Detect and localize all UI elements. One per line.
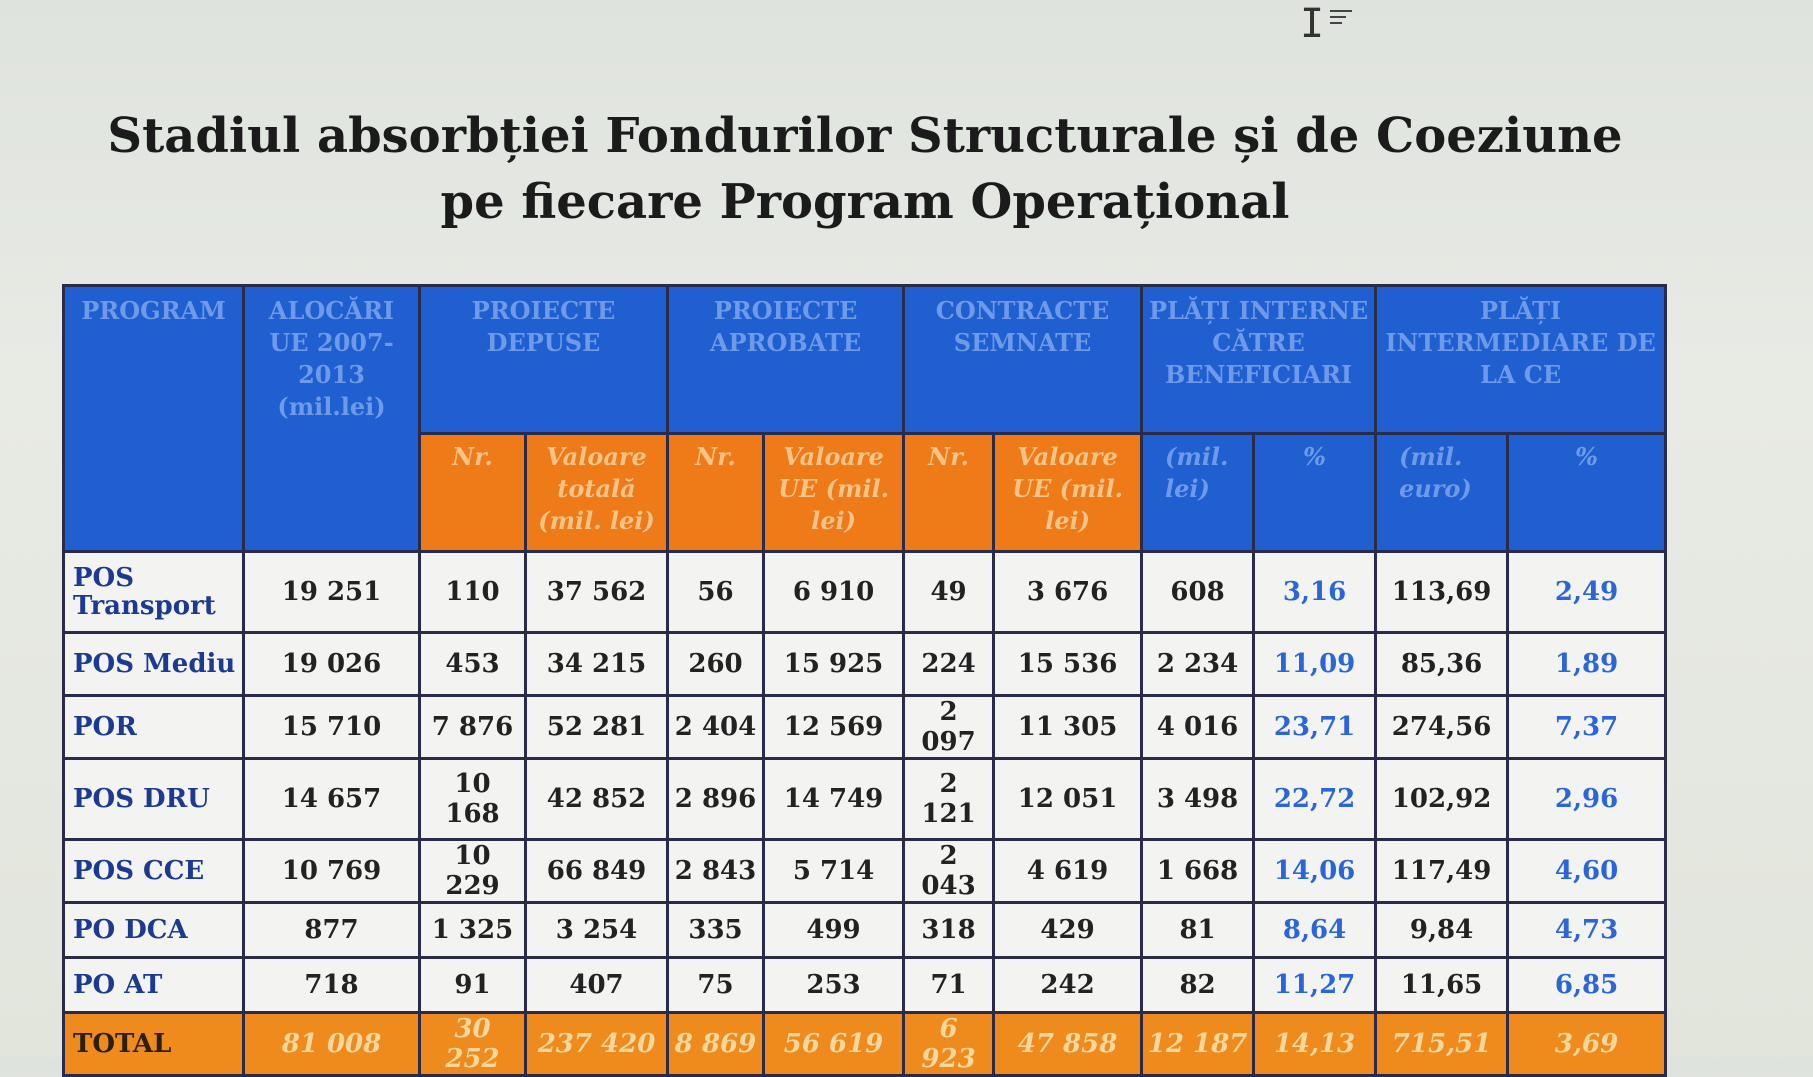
cell-depuse-nr: 1 325 xyxy=(420,903,526,958)
cell-depuse-nr: 10 229 xyxy=(420,840,526,903)
cell-alocari: 14 657 xyxy=(244,759,420,840)
cell-plati-intermediare-pct: 4,73 xyxy=(1508,903,1666,958)
cell-contracte-nr: 71 xyxy=(904,958,994,1013)
table-row xyxy=(64,696,1666,759)
header-proiecte-depuse: PROIECTE DEPUSE xyxy=(420,286,668,434)
cell-program: POS Mediu xyxy=(64,633,244,696)
cell-alocari: 19 251 xyxy=(244,552,420,633)
cell-aprobate-valoare: 15 925 xyxy=(764,633,904,696)
table-row xyxy=(64,958,1666,1013)
cell-plati-interne-pct: 3,16 xyxy=(1254,552,1376,633)
cell-plati-intermediare: 85,36 xyxy=(1376,633,1508,696)
cell-program: POS Transport xyxy=(64,552,244,633)
subheader-depuse-valoare: Valoare totală (mil. lei) xyxy=(526,434,668,552)
cell-program: PO AT xyxy=(64,958,244,1013)
cell-depuse-nr: 91 xyxy=(420,958,526,1013)
cell-plati-interne-pct: 14,06 xyxy=(1254,840,1376,903)
cell-depuse-nr: 10 168 xyxy=(420,759,526,840)
cell-program: POS CCE xyxy=(64,840,244,903)
table-row xyxy=(64,759,1666,840)
cell-plati-intermediare-pct: 1,89 xyxy=(1508,633,1666,696)
page-subtitle: pe fiecare Program Operațional xyxy=(440,174,1290,230)
cell-alocari: 10 769 xyxy=(244,840,420,903)
header-alocari: ALOCĂRI UE 2007-2013 (mil.lei) xyxy=(244,286,420,552)
page-title: Stadiul absorbției Fondurilor Structurale și de Coeziune xyxy=(107,108,1623,164)
subheader-plati-intermediare-mil-euro: (mil. euro) xyxy=(1376,434,1508,552)
header-contracte-semnate: CONTRACTE SEMNATE xyxy=(904,286,1142,434)
cell-plati-intermediare-pct: 2,96 xyxy=(1508,759,1666,840)
total-row xyxy=(64,1013,1666,1076)
header-program: PROGRAM xyxy=(64,286,244,552)
subheader-depuse-nr: Nr. xyxy=(420,434,526,552)
subheader-plati-interne-pct: % xyxy=(1254,434,1376,552)
cell-plati-interne-pct: 8,64 xyxy=(1254,903,1376,958)
cell-depuse-valoare: 37 562 xyxy=(526,552,668,633)
cell-contracte-nr: 2 121 xyxy=(904,759,994,840)
subheader-contracte-nr: Nr. xyxy=(904,434,994,552)
cell-plati-intermediare: 102,92 xyxy=(1376,759,1508,840)
cell-program: POS DRU xyxy=(64,759,244,840)
cell-contracte-nr: 6 923 xyxy=(904,1013,994,1076)
cell-aprobate-nr: 75 xyxy=(668,958,764,1013)
cell-plati-intermediare: 11,65 xyxy=(1376,958,1508,1013)
cell-alocari: 81 008 xyxy=(244,1013,420,1076)
cell-contracte-nr: 2 097 xyxy=(904,696,994,759)
cell-depuse-nr: 7 876 xyxy=(420,696,526,759)
subheader-aprobate-valoare: Valoare UE (mil. lei) xyxy=(764,434,904,552)
cell-plati-interne: 608 xyxy=(1142,552,1254,633)
cell-plati-interne: 82 xyxy=(1142,958,1254,1013)
cell-aprobate-nr: 335 xyxy=(668,903,764,958)
cell-contracte-valoare: 11 305 xyxy=(994,696,1142,759)
cell-alocari: 15 710 xyxy=(244,696,420,759)
subheader-contracte-valoare: Valoare UE (mil. lei) xyxy=(994,434,1142,552)
cell-alocari: 19 026 xyxy=(244,633,420,696)
cell-program: POR xyxy=(64,696,244,759)
cell-plati-intermediare-pct: 6,85 xyxy=(1508,958,1666,1013)
cell-aprobate-nr: 2 896 xyxy=(668,759,764,840)
cell-contracte-valoare: 15 536 xyxy=(994,633,1142,696)
subheader-aprobate-nr: Nr. xyxy=(668,434,764,552)
cell-plati-intermediare: 274,56 xyxy=(1376,696,1508,759)
cell-aprobate-valoare: 6 910 xyxy=(764,552,904,633)
header-plati-interne: PLĂȚI INTERNE CĂTRE BENEFICIARI xyxy=(1142,286,1376,434)
cell-plati-interne: 81 xyxy=(1142,903,1254,958)
cell-contracte-nr: 224 xyxy=(904,633,994,696)
cell-contracte-valoare: 242 xyxy=(994,958,1142,1013)
cell-plati-interne-pct: 23,71 xyxy=(1254,696,1376,759)
cell-plati-intermediare: 117,49 xyxy=(1376,840,1508,903)
cell-depuse-nr: 110 xyxy=(420,552,526,633)
cell-aprobate-nr: 56 xyxy=(668,552,764,633)
cell-plati-interne-pct: 11,27 xyxy=(1254,958,1376,1013)
cell-plati-intermediare-pct: 4,60 xyxy=(1508,840,1666,903)
cell-depuse-valoare: 42 852 xyxy=(526,759,668,840)
cell-contracte-nr: 318 xyxy=(904,903,994,958)
cell-plati-intermediare: 113,69 xyxy=(1376,552,1508,633)
cell-program: PO DCA xyxy=(64,903,244,958)
cell-plati-interne-pct: 11,09 xyxy=(1254,633,1376,696)
cell-depuse-nr: 30 252 xyxy=(420,1013,526,1076)
cell-depuse-nr: 453 xyxy=(420,633,526,696)
cell-plati-intermediare-pct: 2,49 xyxy=(1508,552,1666,633)
cell-aprobate-nr: 2 404 xyxy=(668,696,764,759)
cell-depuse-valoare: 66 849 xyxy=(526,840,668,903)
table-row xyxy=(64,552,1666,633)
cell-depuse-valoare: 407 xyxy=(526,958,668,1013)
cell-plati-intermediare: 9,84 xyxy=(1376,903,1508,958)
cell-plati-interne: 12 187 xyxy=(1142,1013,1254,1076)
cell-plati-interne: 2 234 xyxy=(1142,633,1254,696)
cell-aprobate-valoare: 499 xyxy=(764,903,904,958)
cell-depuse-valoare: 34 215 xyxy=(526,633,668,696)
cell-aprobate-valoare: 12 569 xyxy=(764,696,904,759)
table-row xyxy=(64,840,1666,903)
cell-alocari: 877 xyxy=(244,903,420,958)
cell-contracte-valoare: 12 051 xyxy=(994,759,1142,840)
cell-depuse-valoare: 237 420 xyxy=(526,1013,668,1076)
cell-contracte-valoare: 3 676 xyxy=(994,552,1142,633)
cell-contracte-nr: 2 043 xyxy=(904,840,994,903)
cell-plati-interne: 1 668 xyxy=(1142,840,1254,903)
cell-contracte-valoare: 4 619 xyxy=(994,840,1142,903)
cell-aprobate-valoare: 253 xyxy=(764,958,904,1013)
cell-plati-interne-pct: 14,13 xyxy=(1254,1013,1376,1076)
cell-depuse-valoare: 52 281 xyxy=(526,696,668,759)
cell-plati-intermediare-pct: 7,37 xyxy=(1508,696,1666,759)
cell-plati-interne: 4 016 xyxy=(1142,696,1254,759)
subheader-plati-intermediare-pct: % xyxy=(1508,434,1666,552)
cell-plati-intermediare: 715,51 xyxy=(1376,1013,1508,1076)
header-plati-intermediare: PLĂȚI INTERMEDIARE DE LA CE xyxy=(1376,286,1666,434)
subheader-plati-interne-mil-lei: (mil. lei) xyxy=(1142,434,1254,552)
header-proiecte-aprobate: PROIECTE APROBATE xyxy=(668,286,904,434)
cell-program: TOTAL xyxy=(64,1013,244,1076)
absorption-table xyxy=(62,284,1667,1077)
cell-aprobate-valoare: 56 619 xyxy=(764,1013,904,1076)
cell-depuse-valoare: 3 254 xyxy=(526,903,668,958)
text-cursor-icon: I xyxy=(1300,4,1356,48)
table-row xyxy=(64,633,1666,696)
cell-aprobate-nr: 2 843 xyxy=(668,840,764,903)
table-row xyxy=(64,903,1666,958)
cell-alocari: 718 xyxy=(244,958,420,1013)
cell-plati-intermediare-pct: 3,69 xyxy=(1508,1013,1666,1076)
cell-aprobate-nr: 8 869 xyxy=(668,1013,764,1076)
cell-plati-interne: 3 498 xyxy=(1142,759,1254,840)
cell-aprobate-nr: 260 xyxy=(668,633,764,696)
cell-aprobate-valoare: 14 749 xyxy=(764,759,904,840)
cell-contracte-nr: 49 xyxy=(904,552,994,633)
cell-aprobate-valoare: 5 714 xyxy=(764,840,904,903)
cell-plati-interne-pct: 22,72 xyxy=(1254,759,1376,840)
cell-contracte-valoare: 47 858 xyxy=(994,1013,1142,1076)
cell-contracte-valoare: 429 xyxy=(994,903,1142,958)
